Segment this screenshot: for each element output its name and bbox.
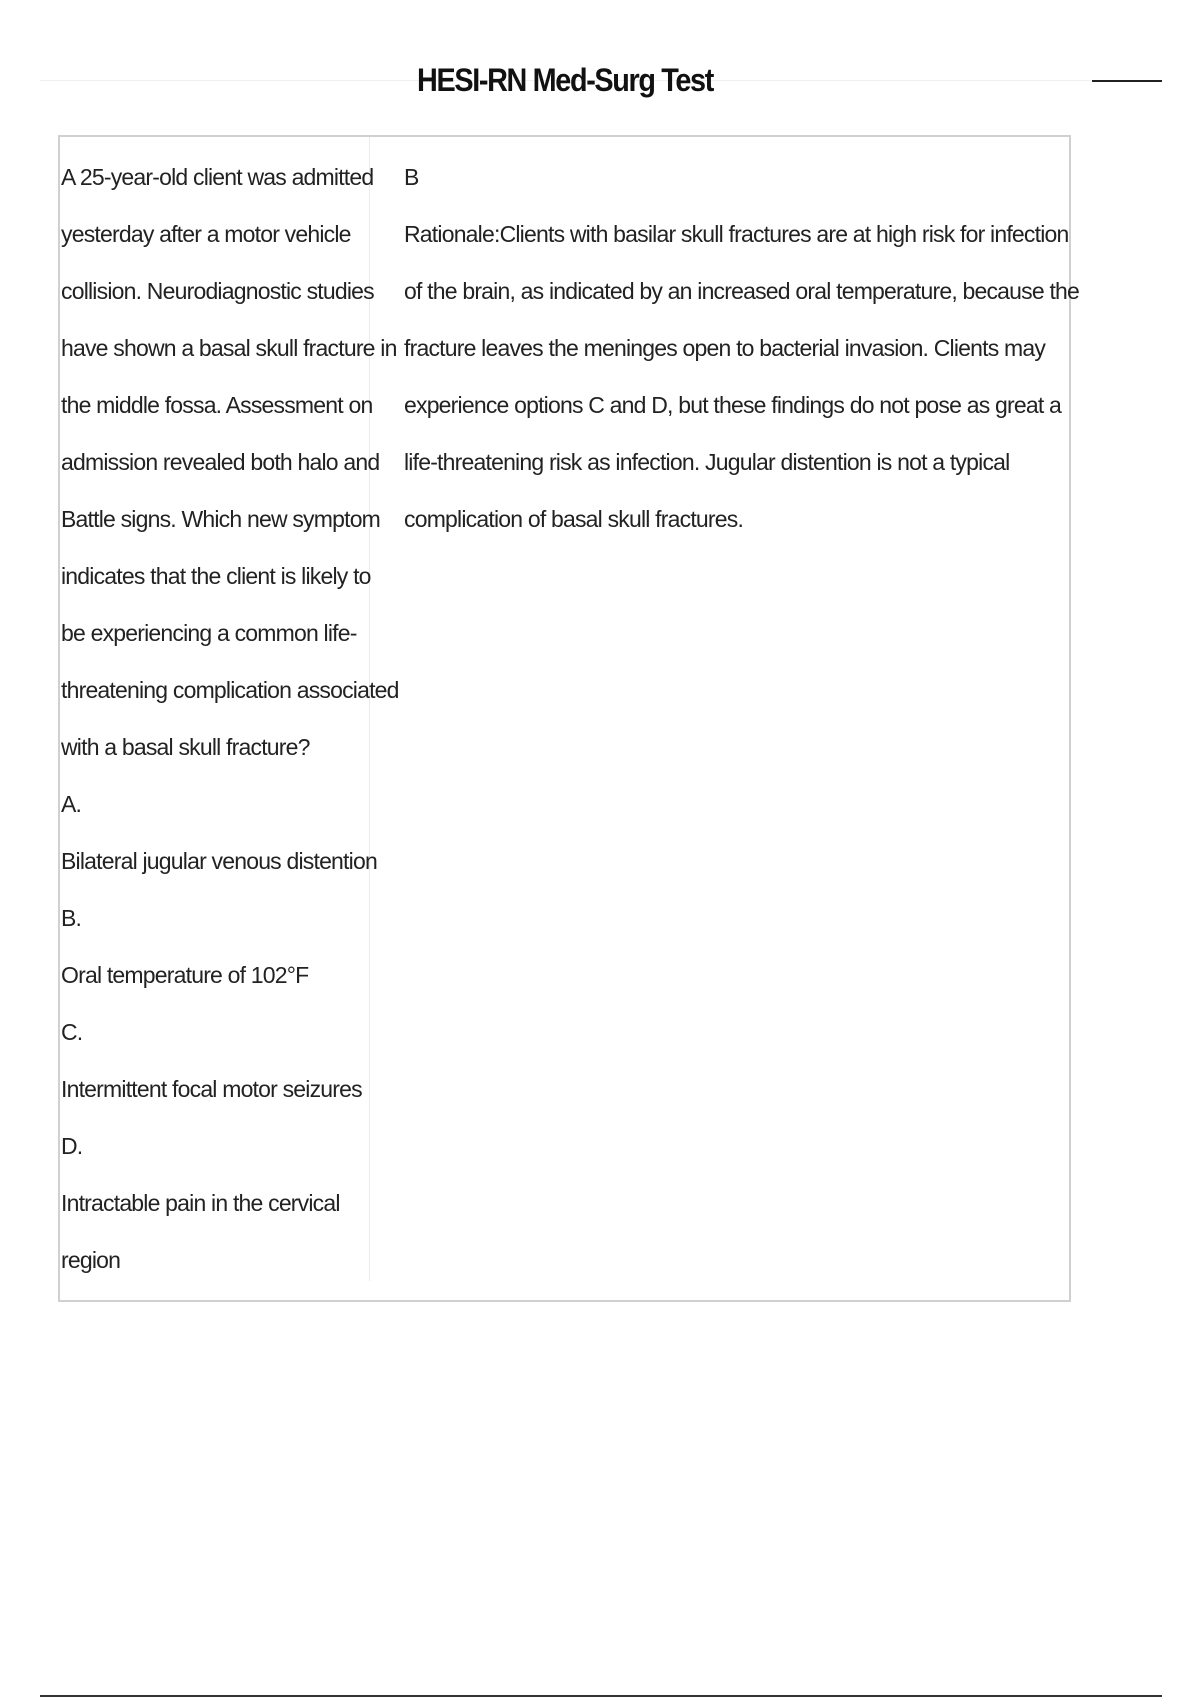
option-letter: C.	[61, 1019, 83, 1045]
question-stem-line: collision. Neurodiagnostic studies	[61, 278, 374, 304]
question-stem	[61, 149, 399, 776]
answer-letter: B	[404, 164, 419, 190]
answer-cell	[370, 137, 1079, 1300]
option-b	[61, 890, 369, 1004]
question-stem-line: Battle signs. Which new symptom	[61, 506, 381, 532]
rationale	[404, 206, 1079, 548]
option-text: Bilateral jugular venous distention	[61, 848, 377, 874]
option-text: region	[61, 1247, 121, 1273]
question-stem-line: have shown a basal skull fracture in	[61, 335, 397, 361]
option-text: Oral temperature of 102°F	[61, 962, 309, 988]
option-c	[61, 1004, 369, 1118]
rationale-line: complication of basal skull fractures.	[404, 506, 744, 532]
question-stem-line: be experiencing a common life-	[61, 620, 357, 646]
option-text: Intermittent focal motor seizures	[61, 1076, 362, 1102]
flashcard-table	[58, 135, 1080, 1302]
rationale-line: life-threatening risk as infection. Jugular distention is not a typical	[404, 449, 1010, 475]
option-letter: A.	[61, 791, 82, 817]
question-stem-line: with a basal skull fracture?	[61, 734, 310, 760]
option-text: Intractable pain in the cervical	[61, 1190, 340, 1216]
rationale-line: fracture leaves the meninges open to bacterial invasion. Clients may	[404, 335, 1046, 361]
option-letter: B.	[61, 905, 82, 931]
rationale-line: experience options C and D, but these findings do not pose as great a	[404, 392, 1061, 418]
question-cell	[60, 137, 399, 1281]
rationale-line: Rationale:Clients with basilar skull fractures are at high risk for infection	[404, 221, 1069, 247]
option-letter: D.	[61, 1133, 83, 1159]
question-stem-line: the middle fossa. Assessment on	[61, 392, 373, 418]
page-title: HESI-RN Med-Surg Test	[417, 62, 713, 98]
question-stem-line: admission revealed both halo and	[61, 449, 380, 475]
option-d	[61, 1118, 369, 1289]
question-stem-line: threatening complication associated	[61, 677, 399, 703]
rationale-line: of the brain, as indicated by an increased oral temperature, because the	[404, 278, 1080, 304]
footer-divider	[40, 1695, 1162, 1697]
header-accent-rule	[1092, 80, 1162, 82]
question-stem-line: yesterday after a motor vehicle	[61, 221, 351, 247]
question-stem-line: A 25-year-old client was admitted	[61, 164, 374, 190]
question-stem-line: indicates that the client is likely to	[61, 563, 371, 589]
option-a	[61, 776, 377, 890]
